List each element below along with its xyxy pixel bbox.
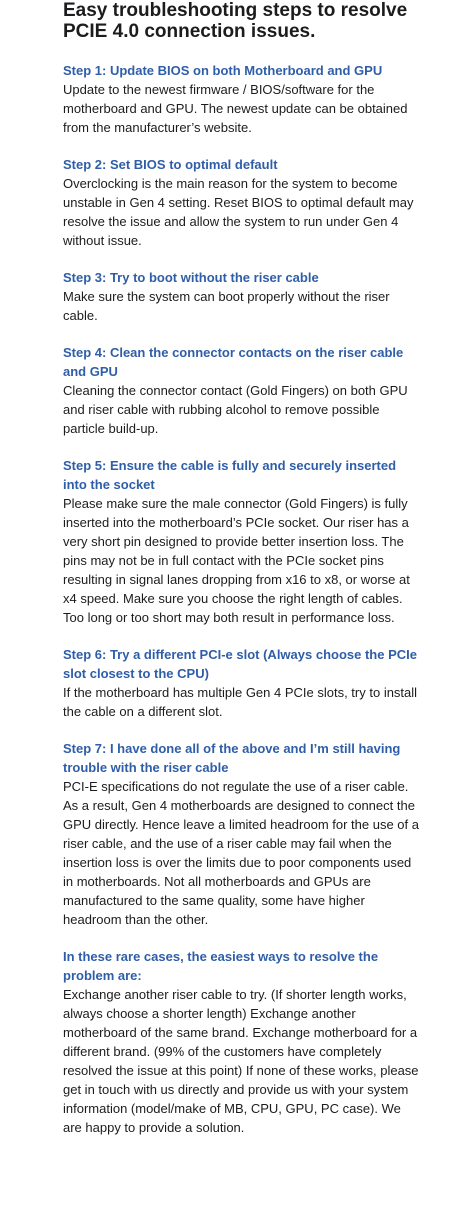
step-7	[63, 739, 423, 929]
step-heading: In these rare cases, the easiest ways to resolve the problem are:	[63, 949, 379, 983]
rare-cases-section	[63, 947, 423, 1137]
step-body: Make sure the system can boot properly without the riser cable.	[63, 289, 390, 323]
step-3	[63, 268, 423, 325]
step-body: PCI-E specifications do not regulate the use of a riser cable. As a result, Gen 4 motherboards are designed to connect the GPU directly. Hence leave a limited headroom for the use of a riser cable, and the use of a riser cable may fail when the insertion loss is over the limits due to poor components used in motherboards. Not all motherboards and GPUs are manufactured to the same quality, some have higher headroom than the other.	[63, 779, 419, 927]
step-heading: Step 6: Try a different PCI-e slot (Always choose the PCIe slot closest to the CPU)	[63, 647, 417, 681]
page-title: Easy troubleshooting steps to resolve PCIE 4.0 connection issues.	[63, 0, 408, 42]
step-6	[63, 645, 423, 721]
step-heading: Step 1: Update BIOS on both Motherboard and GPU	[63, 63, 383, 78]
step-body: Update to the newest firmware / BIOS/software for the motherboard and GPU. The newest update can be obtained from the manufacturer’s website.	[63, 82, 408, 135]
step-body: Cleaning the connector contact (Gold Fingers) on both GPU and riser cable with rubbing alcohol to remove possible particle build-up.	[63, 383, 408, 436]
step-2	[63, 155, 423, 250]
step-heading: Step 7: I have done all of the above and I’m still having trouble with the riser cable	[63, 741, 401, 775]
steps-list	[63, 61, 423, 1137]
step-heading: Step 3: Try to boot without the riser cable	[63, 270, 319, 285]
step-heading: Step 5: Ensure the cable is fully and securely inserted into the socket	[63, 458, 397, 492]
step-body: Exchange another riser cable to try. (If shorter length works, always choose a shorter length) Exchange another motherboard of the same brand. Exchange motherboard for a different brand. (99% of the customers have completely resolved the issue at this point) If none of these works, please get in touch with us directly and provide us with your system information (model/make of MB, CPU, GPU, PC case). We are happy to provide a solution.	[63, 987, 419, 1135]
step-5	[63, 456, 423, 627]
article	[63, 0, 423, 1137]
step-body: If the motherboard has multiple Gen 4 PCIe slots, try to install the cable on a different slot.	[63, 685, 418, 719]
step-1	[63, 61, 423, 137]
step-4	[63, 343, 423, 438]
step-body: Please make sure the male connector (Gold Fingers) is fully inserted into the motherboard’s PCIe socket. Our riser has a very short pin designed to provide better insertion loss. The pins may not be in full contact with the PCIe socket pins resulting in signal lanes dropping from x16 to x8, or worse at x4 speed. Make sure you choose the right length of cables. Too long or too short may both result in performance loss.	[63, 496, 410, 625]
step-body: Overclocking is the main reason for the system to become unstable in Gen 4 setting. Reset BIOS to optimal default may resolve the issue and allow the system to run under Gen 4 without issue.	[63, 176, 414, 248]
step-heading: Step 2: Set BIOS to optimal default	[63, 157, 278, 172]
step-heading: Step 4: Clean the connector contacts on the riser cable and GPU	[63, 345, 404, 379]
